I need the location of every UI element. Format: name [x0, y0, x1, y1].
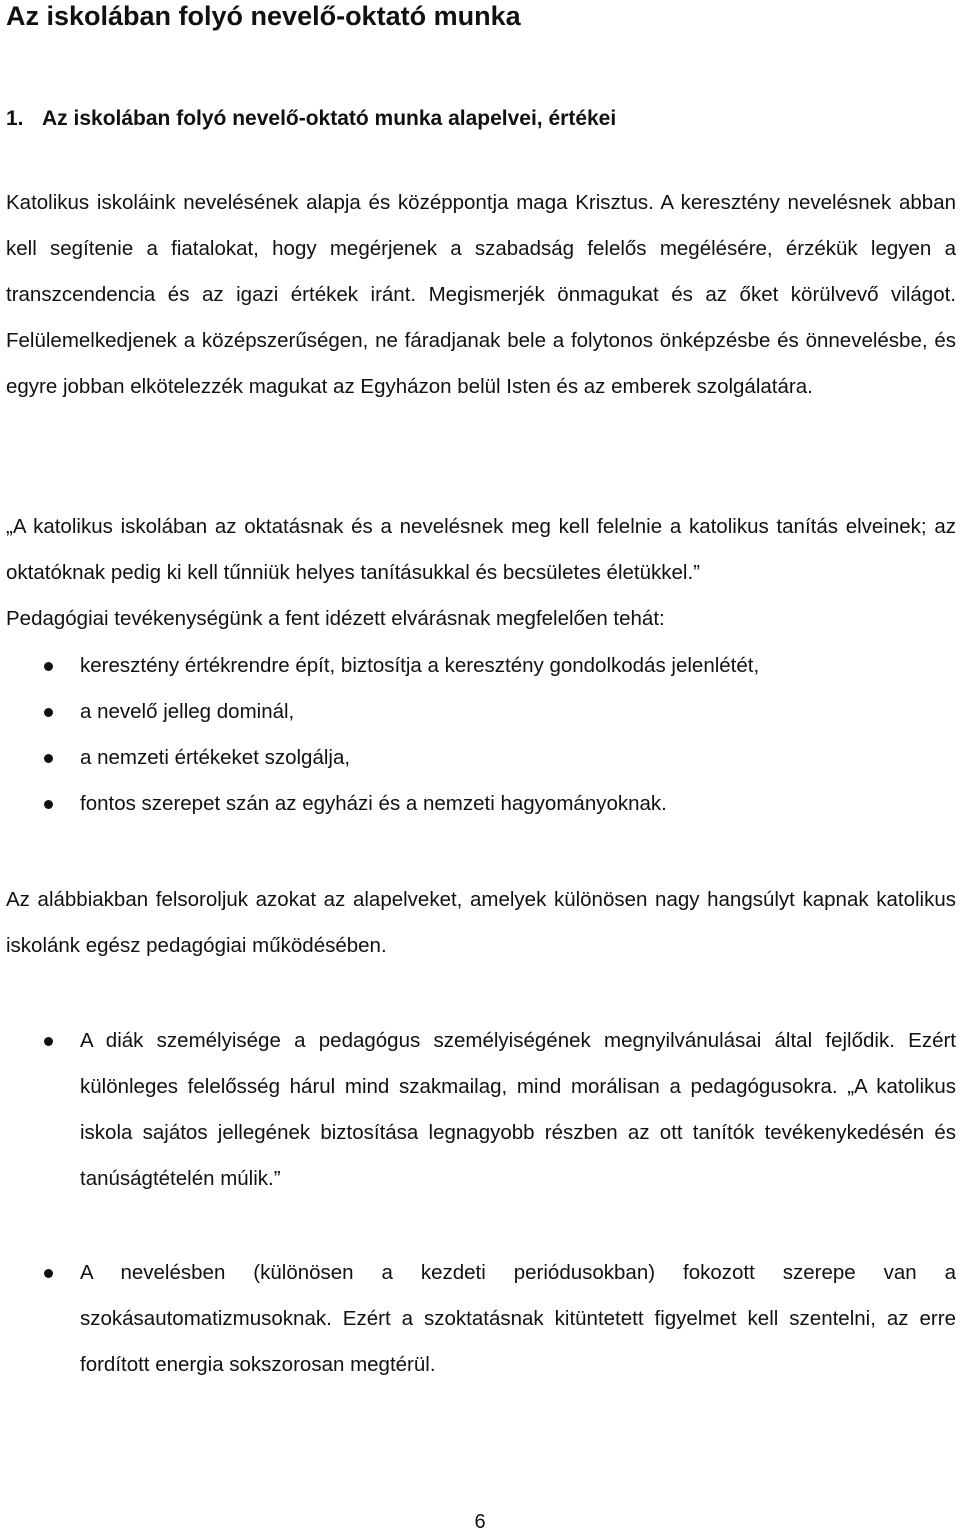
bullet-icon [44, 1269, 53, 1278]
list-item: A diák személyisége a pedagógus személyiségének megnyilvánulásai által fejlődik. Ezért különleges felelősség hárul mind szakmailag, mind morálisan a pedagógusokra. „A katolikus iskola sajátos jellegének biztosítása legnagyobb részben az ott tanítók tevékenykedésén és tanúságtételén múlik.” [6, 1018, 956, 1202]
list-item: a nevelő jelleg dominál, [6, 689, 956, 735]
list-item: A nevelésben (különösen a kezdeti periódusokban) fokozott szerepe van a szokásautomatizmusoknak. Ezért a szoktatásnak kitüntetett figyelmet kell szentelni, az erre fordított energia sokszorosan megtérül. [6, 1250, 956, 1388]
quote-paragraph: „A katolikus iskolában az oktatásnak és a nevelésnek meg kell felelnie a katolikus tanítás elveinek; az oktatóknak pedig ki kell tűnniük helyes tanításukkal és becsületes életükkel.” [6, 515, 956, 584]
section-heading-text: Az iskolában folyó nevelő-oktató munka alapelvei, értékei [42, 107, 617, 130]
list-item: a nemzeti értékeket szolgálja, [6, 735, 956, 781]
intro-paragraph: Katolikus iskoláink nevelésének alapja és középpontja maga Krisztus. A keresztény nevelésnek abban kell segítenie a fiatalokat, hogy megérjenek a szabadság felelős megélésére, érzékük legyen a transzcendencia és az igazi értékek iránt. Megismerjék önmagukat és az őket körülvevő világot. Felülemelkedjenek a középszerűségen, ne fáradjanak bele a folytonos önképzésbe és önnevelésbe, és egyre jobban elkötelezzék magukat az Egyházon belül Isten és az emberek szolgálatára. [6, 191, 956, 398]
bullet-icon [44, 708, 53, 717]
document-title: Az iskolában folyó nevelő-oktató munka [6, 1, 521, 31]
list-item: fontos szerepet szán az egyházi és a nemzeti hagyományoknak. [6, 781, 956, 827]
bullet-icon [44, 1037, 53, 1046]
list-item: keresztény értékrendre épít, biztosítja a keresztény gondolkodás jelenlétét, [6, 643, 956, 689]
lead-paragraph: Pedagógiai tevékenységünk a fent idézett elvárásnak megfelelően tehát: [6, 607, 665, 630]
bullet-icon [44, 662, 53, 671]
bullet-icon [44, 800, 53, 809]
values-list [6, 643, 956, 827]
bullet-icon [44, 754, 53, 763]
principles-list [6, 1018, 956, 1202]
section-number: 1. [6, 107, 24, 130]
principles-intro-paragraph: Az alábbiakban felsoroljuk azokat az alapelveket, amelyek különösen nagy hangsúlyt kapnak katolikus iskolánk egész pedagógiai működésében. [6, 888, 956, 957]
section-heading [6, 105, 616, 133]
page-number: 6 [474, 1511, 486, 1533]
principles-list-continued [6, 1250, 956, 1388]
